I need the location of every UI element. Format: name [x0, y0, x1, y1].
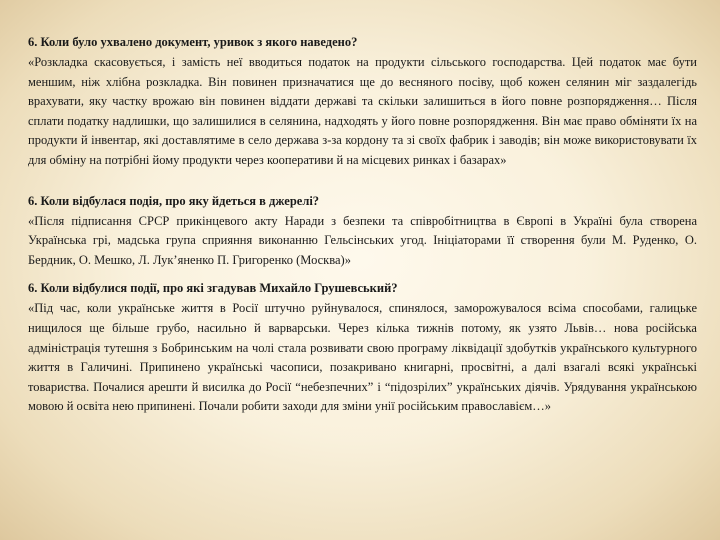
source-excerpt-1: «Розкладка скасовується, і замість неї вводиться податок на продукти сільського господарства. Цей податок має бути меншим, ніж хлібна розкладка. Він повинен призначатися ще до весняного посіву, щоб кожен селянин міг заздалегідь врахувати, яку частку врожаю він повинен віддати державі та скільки залишиться в його повне розпорядження… Після сплати податку надлишки, що залишилися в селянина, надходять у його повне розпорядження. Він має право обміняти їх на продукти й інвентар, які доставлятиме в село держава з-за кордону та зі своїх фабрик і заводів; він може використовувати їх для обміну на потрібні йому продукти через кооперативи й на місцевих ринках і базарах» — [28, 55, 697, 167]
document-content — [28, 34, 697, 417]
source-excerpt-2: «Після підписання СРСР прикінцевого акту Наради з безпеки та співробітництва в Європі в Україні була створена Українська грі, мадська група сприяння виконанню Гельсінських угод. Ініціаторами її створення були М. Руденко, О. Бердник, О. Мешко, Л. Лук’яненко П. Григоренко (Москва)» — [28, 213, 697, 267]
source-excerpt-3: «Під час, коли українське життя в Росії штучно руйнувалося, спинялося, заморожувалося всіма способами, галицьке нищилося ще більше грубо, насильно й варварськи. Через кілька тижнів потому, як узято Львів… нова російська адміністрація тутешня з Бобринським на чолі стала розвивати свою програму ліквідації здобутків українського культурного життя в Галичині. Припинено українські часописи, позакривано книгарні, просвітні, а далі взагалі всякі українські товариства. Почалися арешти й висилка до Росії “небезпечних” і “підозрілих” українських діячів. Урядування українською мовою й освіта нею припинені. Почали робити заходи для зміни унії російським православієм…» — [28, 301, 697, 414]
question-heading-3: 6. Коли відбулися події, про які згадував Михайло Грушевський? — [28, 281, 398, 296]
question-block-3 — [28, 280, 697, 417]
question-heading-1: 6. Коли було ухвалено документ, уривок з якого наведено? — [28, 35, 358, 49]
question-block-1 — [28, 34, 697, 171]
question-heading-2: 6. Коли відбулася подія, про яку йдеться в джерелі? — [28, 193, 320, 208]
question-block-2 — [28, 193, 697, 271]
